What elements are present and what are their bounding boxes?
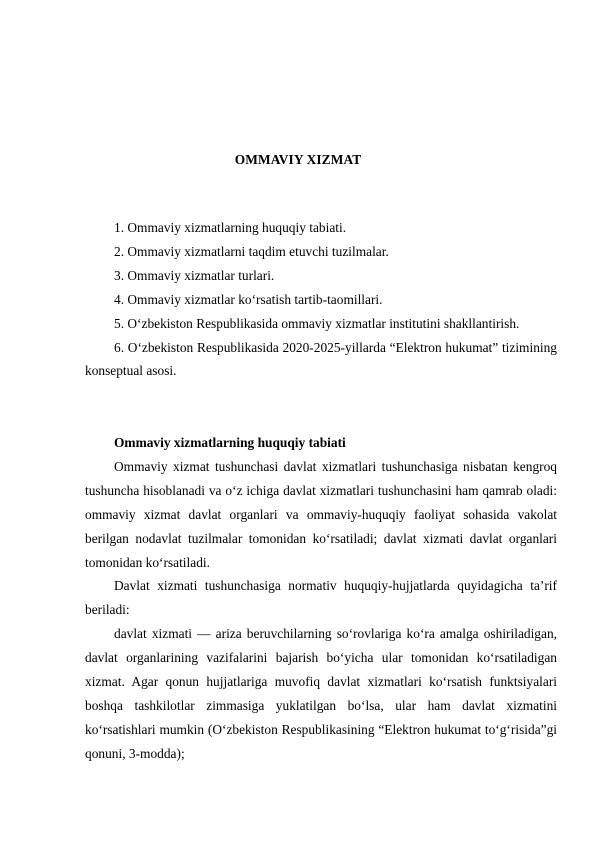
- topic-item-5: 5. O‘zbekiston Respublikasida ommaviy xizmatlar institutini shakllantirish.: [114, 315, 520, 331]
- paragraph-2: Davlat xizmati tushunchasiga normativ huquqiy-hujjatlarda quyidagicha ta’rif beriladi:: [85, 578, 557, 618]
- paragraph-1: Ommaviy xizmat tushunchasi davlat xizmatlari tushunchasiga nisbatan kengroq tushuncha hisoblanadi va o‘z ichiga davlat xizmatlari tushunchasini ham qamrab oladi: ommaviy xizmat davlat organlari va ommaviy-huquqiy faoliyat sohasida vakolat berilgan nodavlat tuzilmalar tomonidan ko‘rsatiladi; davlat xizmati davlat organlari tomonidan ko‘rsatiladi.: [85, 458, 557, 570]
- topic-item-1: 1. Ommaviy xizmatlarning huquqiy tabiati.: [114, 220, 347, 235]
- topic-item-6: 6. O‘zbekiston Respublikasida 2020-2025-yillarda “Elektron hukumat” tizimining konseptual asosi.: [85, 339, 557, 379]
- page-title: OMMAVIY XIZMAT: [234, 152, 362, 167]
- section-legal-nature: [85, 431, 557, 766]
- topic-item-3: 3. Ommaviy xizmatlar turlari.: [114, 267, 275, 283]
- topic-list: [85, 216, 557, 383]
- paragraph-3: davlat xizmati — ariza beruvchilarning so‘rovlariga ko‘ra amalga oshiriladigan, davlat organlarining vazifalarini bajarish bo‘yicha ular tomonidan ko‘rsatiladigan xizmat. Agar qonun hujjatlariga muvofiq davlat xizmatlari ko‘rsatish funktsiyalari boshqa tashkilotlar zimmasiga yuklatilgan bo‘lsa, ular ham davlat xizmatini ko‘rsatishlari mumkin (O‘zbekiston Respublikasining “Elektron hukumat to‘g‘risida”gi qonuni, 3-modda);: [85, 626, 557, 761]
- topic-item-2: 2. Ommaviy xizmatlarni taqdim etuvchi tuzilmalar.: [114, 243, 389, 259]
- section-heading: Ommaviy xizmatlarning huquqiy tabiati: [114, 435, 346, 450]
- topic-item-4: 4. Ommaviy xizmatlar ko‘rsatish tartib-taomillari.: [114, 291, 383, 307]
